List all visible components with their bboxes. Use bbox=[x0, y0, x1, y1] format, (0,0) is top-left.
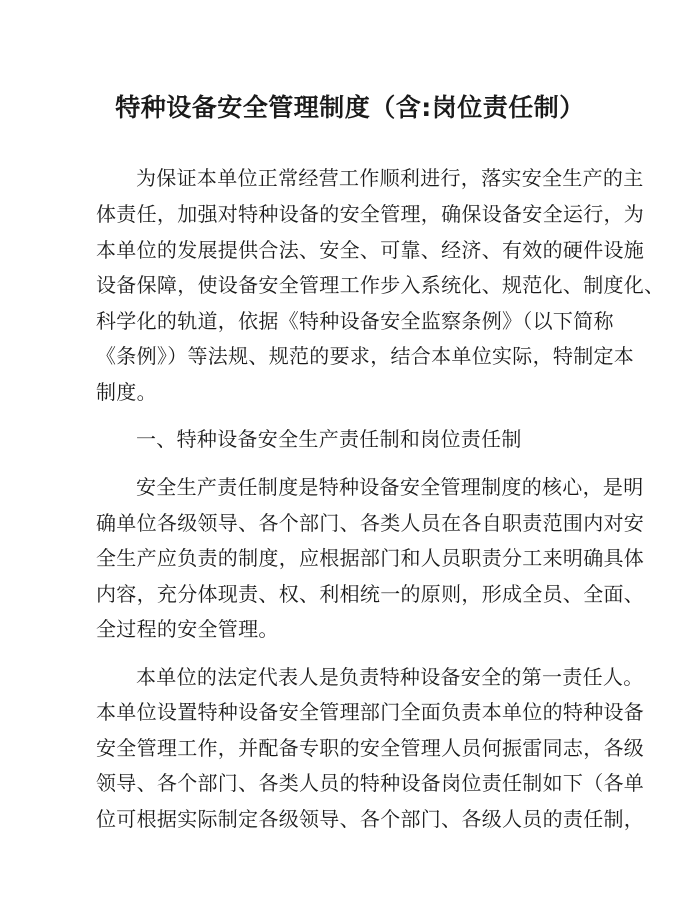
paragraph-2-line-1: 安全生产责任制度是特种设备安全管理制度的核心，是明 bbox=[136, 475, 644, 499]
paragraph-1-line-4: 设备保障，使设备安全管理工作步入系统化、规范化、制度化、 bbox=[96, 273, 665, 297]
paragraph-3-line-4: 领导、各个部门、各类人员的特种设备岗位责任制如下（各单 bbox=[96, 771, 645, 795]
paragraph-2-line-3: 全生产应负责的制度，应根据部门和人员职责分工来明确具体 bbox=[96, 546, 645, 570]
paragraph-1-line-2: 体责任，加强对特种设备的安全管理，确保设备安全运行，为 bbox=[96, 202, 645, 226]
document-title: 特种设备安全管理制度（含:岗位责任制） bbox=[115, 93, 585, 122]
paragraph-2-line-5: 全过程的安全管理。 bbox=[96, 617, 279, 641]
paragraph-1-line-1: 为保证本单位正常经营工作顺利进行，落实安全生产的主 bbox=[136, 166, 644, 190]
paragraph-1-line-7: 制度。 bbox=[96, 380, 157, 404]
paragraph-3-line-2: 本单位设置特种设备安全管理部门全面负责本单位的特种设备 bbox=[96, 700, 645, 724]
paragraph-2-line-2: 确单位各级领导、各个部门、各类人员在各自职责范围内对安 bbox=[96, 511, 645, 535]
paragraph-1-line-6: 《条例》）等法规、规范的要求，结合本单位实际，特制定本 bbox=[96, 344, 635, 368]
paragraph-3-line-5: 位可根据实际制定各级领导、各个部门、各级人员的责任制， bbox=[96, 807, 645, 831]
paragraph-3-line-1: 本单位的法定代表人是负责特种设备安全的第一责任人。 bbox=[136, 665, 644, 689]
paragraph-2-line-4: 内容，充分体现责、权、利相统一的原则，形成全员、全面、 bbox=[96, 582, 645, 606]
paragraph-1-line-5: 科学化的轨道，依据《特种设备安全监察条例》（以下简称 bbox=[96, 309, 614, 333]
paragraph-3-line-3: 安全管理工作，并配备专职的安全管理人员何振雷同志，各级 bbox=[96, 736, 645, 760]
paragraph-1-line-3: 本单位的发展提供合法、安全、可靠、经济、有效的硬件设施 bbox=[96, 238, 645, 262]
section-heading-1: 一、特种设备安全生产责任制和岗位责任制 bbox=[136, 427, 522, 451]
